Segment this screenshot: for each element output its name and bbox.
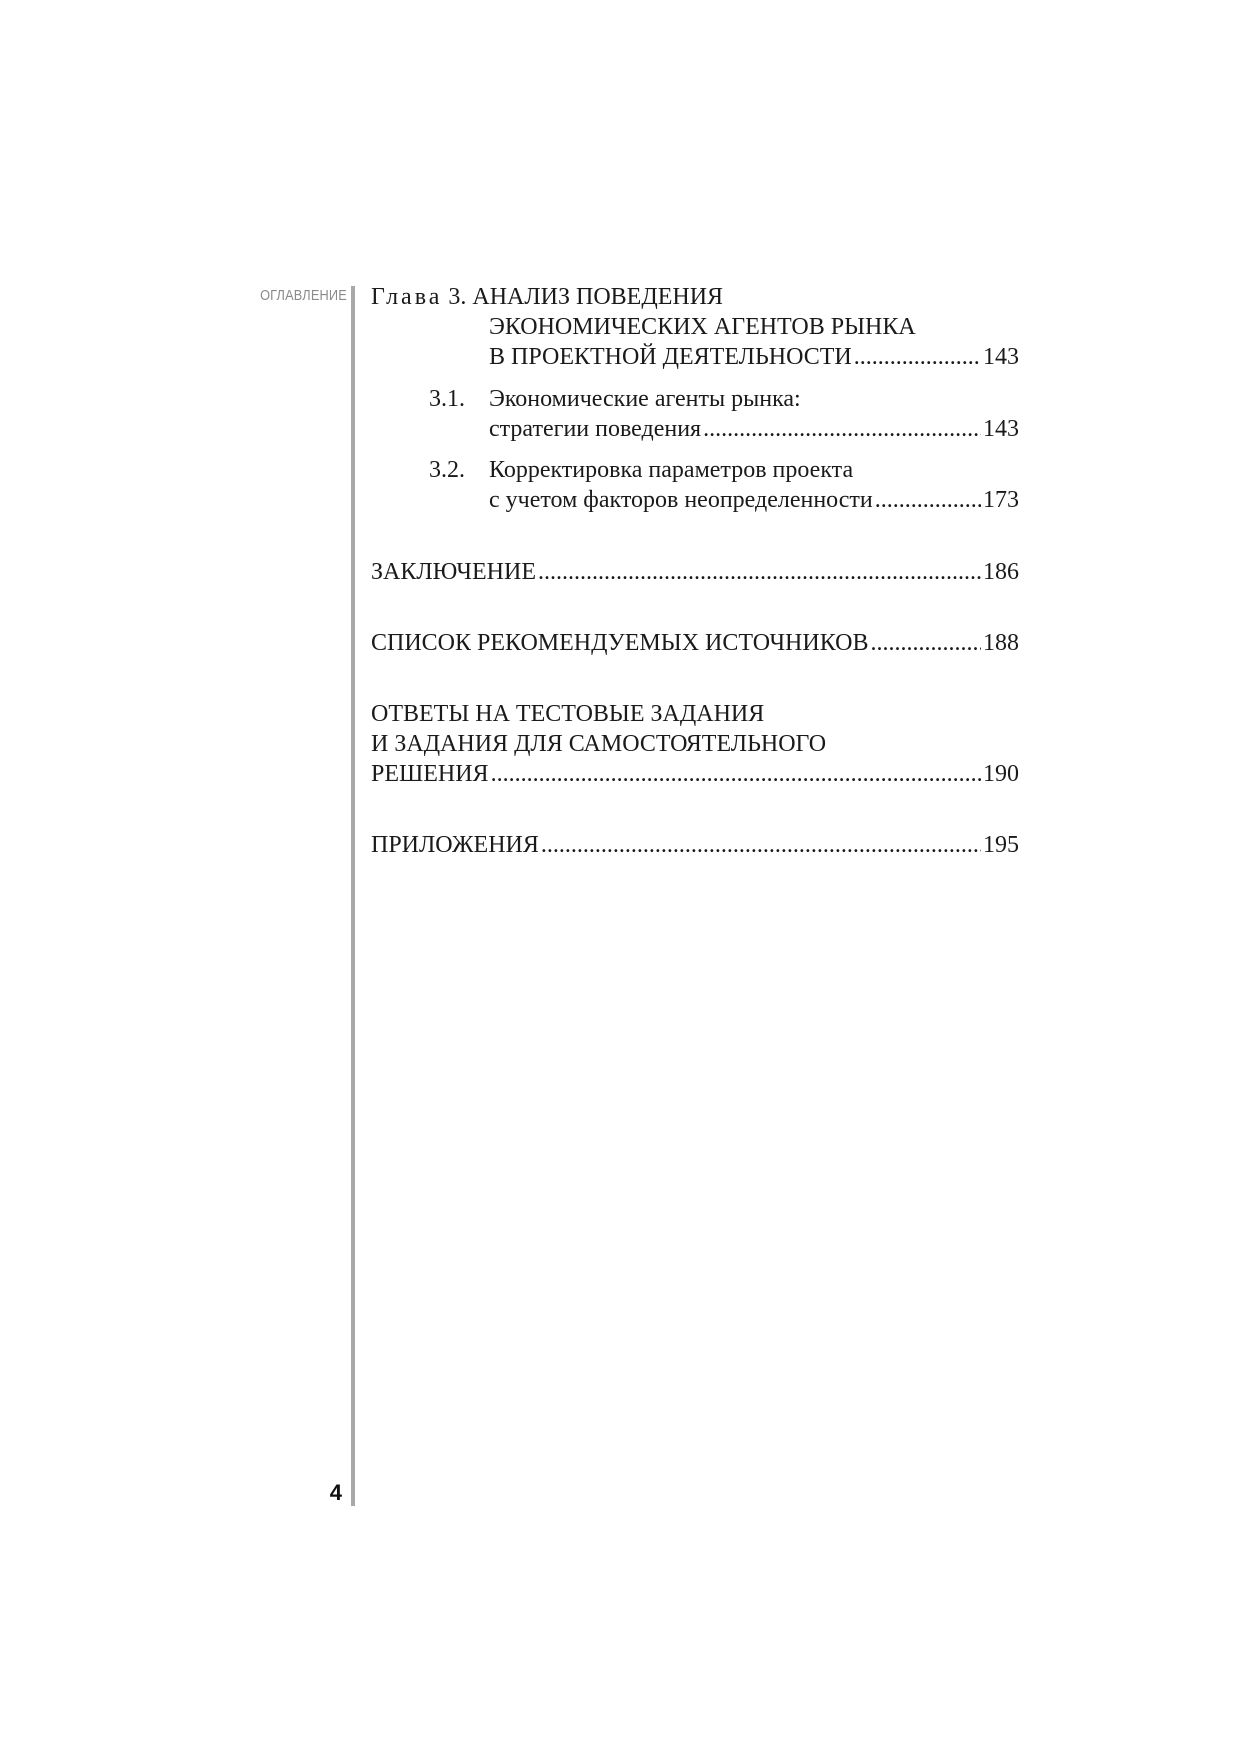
conclusion-title: ЗАКЛЮЧЕНИЕ [371,559,536,585]
toc-section-3-2-line-1[interactable] [429,455,465,485]
toc-answers-line-2[interactable] [371,729,826,759]
section-number: 3.2. [429,457,465,483]
section-title-line-1: Экономические агенты рынка: [489,386,801,412]
dot-leader [875,485,981,515]
answers-title-line-2: И ЗАДАНИЯ ДЛЯ САМОСТОЯТЕЛЬНОГО [371,731,827,757]
dot-leader [854,342,981,372]
dot-leader [538,557,981,587]
answers-page-number: 190 [983,761,1019,787]
dot-leader [870,628,981,658]
toc-sources[interactable] [371,628,1019,658]
toc-section-3-1-line-1[interactable] [429,384,465,414]
chapter-title-line-1: АНАЛИЗ ПОВЕДЕНИЯ [472,284,724,310]
toc-section-3-2-title-1[interactable] [489,455,853,485]
answers-title-line-1: ОТВЕТЫ НА ТЕСТОВЫЕ ЗАДАНИЯ [371,701,765,727]
dot-leader [703,414,981,444]
appendices-title: ПРИЛОЖЕНИЯ [371,832,539,858]
dot-leader [541,830,981,860]
chapter-title-line-3: В ПРОЕКТНОЙ ДЕЯТЕЛЬНОСТИ [489,344,852,370]
toc-chapter-3-line-3[interactable] [489,342,1019,372]
sources-title: СПИСОК РЕКОМЕНДУЕМЫХ ИСТОЧНИКОВ [371,630,869,656]
toc-section-3-1-line-2[interactable] [489,414,1019,444]
toc-answers-line-3[interactable] [371,759,1019,789]
page-number: 4 [329,1480,342,1505]
toc-chapter-3-line-2[interactable] [489,312,916,342]
chapter-title-line-2: ЭКОНОМИЧЕСКИХ АГЕНТОВ РЫНКА [489,314,916,340]
section-title-line-1: Корректировка параметров проекта [489,457,854,483]
chapter-prefix: Глава [371,284,443,310]
conclusion-page-number: 186 [983,559,1019,585]
toc-section-3-2-line-2[interactable] [489,485,1019,515]
section-number: 3.1. [429,386,465,412]
toc-answers-line-1[interactable] [371,699,764,729]
toc-chapter-3-line-1[interactable] [371,282,723,312]
section-title-line-2: с учетом факторов неопределенности [489,487,873,513]
section-page-number: 143 [983,416,1019,442]
dot-leader [491,759,981,789]
appendices-page-number: 195 [983,832,1019,858]
toc-appendices[interactable] [371,830,1019,860]
sources-page-number: 188 [983,630,1019,656]
section-title-line-2: стратегии поведения [489,416,702,442]
chapter-page-number: 143 [983,344,1019,370]
toc-conclusion[interactable] [371,557,1019,587]
running-header-label: ОГЛАВЛЕНИЕ [260,287,347,304]
answers-title-line-3: РЕШЕНИЯ [371,761,489,787]
toc-section-3-1-title-1[interactable] [489,384,801,414]
section-page-number: 173 [983,487,1019,513]
chapter-number: 3. [448,284,467,310]
